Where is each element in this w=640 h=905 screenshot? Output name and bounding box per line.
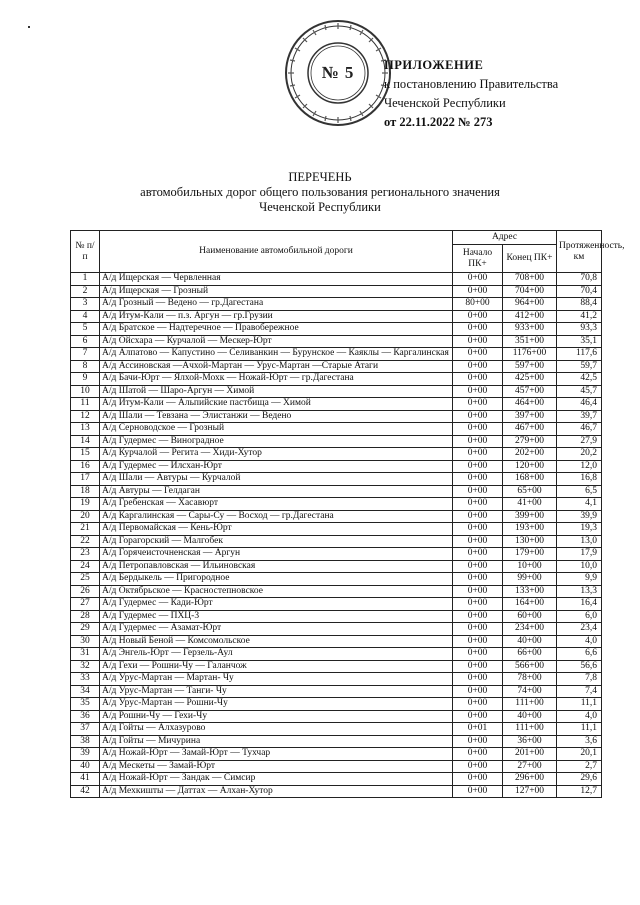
road-length: 17,9	[557, 548, 602, 561]
road-length: 117,6	[557, 348, 602, 361]
road-length: 4,0	[557, 635, 602, 648]
road-length: 12,0	[557, 460, 602, 473]
table-row	[71, 560, 602, 573]
table-row	[71, 648, 602, 661]
table-row	[71, 285, 602, 298]
road-length: 7,8	[557, 673, 602, 686]
row-number: 12	[71, 410, 100, 423]
road-length: 2,7	[557, 760, 602, 773]
row-number: 25	[71, 573, 100, 586]
road-end: 412+00	[503, 310, 557, 323]
road-length: 11,1	[557, 698, 602, 711]
road-start: 0+00	[453, 348, 503, 361]
row-number: 39	[71, 748, 100, 761]
road-end: 27+00	[503, 760, 557, 773]
road-length: 35,1	[557, 335, 602, 348]
road-end: 40+00	[503, 635, 557, 648]
table-row	[71, 323, 602, 336]
row-number: 41	[71, 773, 100, 786]
road-start: 0+00	[453, 698, 503, 711]
road-name: А/д Урус-Мартан — Танги- Чу	[100, 685, 453, 698]
road-start: 0+00	[453, 473, 503, 486]
road-length: 23,4	[557, 623, 602, 636]
row-number: 14	[71, 435, 100, 448]
table-row	[71, 610, 602, 623]
table-row	[71, 573, 602, 586]
table-row	[71, 773, 602, 786]
row-number: 24	[71, 560, 100, 573]
road-start: 0+00	[453, 685, 503, 698]
road-name: А/д Итум-Кали — Альпийские пастбища — Химой	[100, 398, 453, 411]
road-start: 0+00	[453, 623, 503, 636]
road-end: 168+00	[503, 473, 557, 486]
road-start: 80+00	[453, 298, 503, 311]
row-number: 16	[71, 460, 100, 473]
appendix-header	[384, 56, 558, 132]
table-row	[71, 310, 602, 323]
road-end: 397+00	[503, 410, 557, 423]
road-end: 65+00	[503, 485, 557, 498]
road-name: А/д Серноводское — Грозный	[100, 423, 453, 436]
road-end: 120+00	[503, 460, 557, 473]
road-start: 0+00	[453, 510, 503, 523]
road-name: А/д Петропавловская — Ильиновская	[100, 560, 453, 573]
road-end: 193+00	[503, 523, 557, 536]
row-number: 42	[71, 785, 100, 798]
road-start: 0+00	[453, 573, 503, 586]
table-row	[71, 598, 602, 611]
appendix-line-republic: Чеченской Республики	[384, 96, 506, 110]
road-length: 70,8	[557, 273, 602, 286]
road-length: 10,0	[557, 560, 602, 573]
row-number: 33	[71, 673, 100, 686]
road-length: 4,1	[557, 498, 602, 511]
road-start: 0+00	[453, 535, 503, 548]
road-start: 0+00	[453, 423, 503, 436]
table-row	[71, 785, 602, 798]
road-start: 0+00	[453, 498, 503, 511]
road-end: 202+00	[503, 448, 557, 461]
row-number: 3	[71, 298, 100, 311]
road-name: А/д Братское — Надтеречное — Правобережное	[100, 323, 453, 336]
road-start: 0+00	[453, 373, 503, 386]
road-name: А/д Ойсхара — Курчалой — Мескер-Юрт	[100, 335, 453, 348]
row-number: 35	[71, 698, 100, 711]
table-row	[71, 685, 602, 698]
row-number: 1	[71, 273, 100, 286]
table-row	[71, 510, 602, 523]
road-end: 111+00	[503, 723, 557, 736]
road-length: 56,6	[557, 660, 602, 673]
road-name: А/д Ассиновская —Ачхой-Мартан — Урус-Мартан —Старые Атаги	[100, 360, 453, 373]
road-length: 29,6	[557, 773, 602, 786]
road-name: А/д Гойты — Алхазурово	[100, 723, 453, 736]
road-length: 20,1	[557, 748, 602, 761]
road-start: 0+00	[453, 323, 503, 336]
road-start: 0+00	[453, 448, 503, 461]
road-end: 60+00	[503, 610, 557, 623]
scan-speck	[28, 26, 30, 28]
table-row	[71, 460, 602, 473]
road-start: 0+00	[453, 285, 503, 298]
road-length: 16,8	[557, 473, 602, 486]
road-end: 36+00	[503, 735, 557, 748]
row-number: 19	[71, 498, 100, 511]
road-name: А/д Итум-Кали — п.з. Аргун — гр.Грузии	[100, 310, 453, 323]
row-number: 26	[71, 585, 100, 598]
road-name: А/д Октябрьское — Красностепновское	[100, 585, 453, 598]
row-number: 30	[71, 635, 100, 648]
row-number: 23	[71, 548, 100, 561]
row-number: 36	[71, 710, 100, 723]
row-number: 13	[71, 423, 100, 436]
road-length: 12,7	[557, 785, 602, 798]
road-name: А/д Энгель-Юрт — Герзель-Аул	[100, 648, 453, 661]
row-number: 4	[71, 310, 100, 323]
road-name: А/д Ножай-Юрт — Зандак — Симсир	[100, 773, 453, 786]
road-end: 425+00	[503, 373, 557, 386]
road-end: 78+00	[503, 673, 557, 686]
road-name: А/д Гойты — Мичурина	[100, 735, 453, 748]
table-row	[71, 585, 602, 598]
row-number: 8	[71, 360, 100, 373]
road-start: 0+00	[453, 748, 503, 761]
road-start: 0+00	[453, 773, 503, 786]
road-length: 59,7	[557, 360, 602, 373]
row-number: 29	[71, 623, 100, 636]
road-name: А/д Бачи-Юрт — Ялхой-Мохк — Ножай-Юрт — гр.Дагестана	[100, 373, 453, 386]
row-number: 18	[71, 485, 100, 498]
row-number: 32	[71, 660, 100, 673]
row-number: 11	[71, 398, 100, 411]
header-length: Протяженность, км	[557, 231, 602, 273]
table-row	[71, 448, 602, 461]
road-end: 399+00	[503, 510, 557, 523]
road-length: 9,9	[557, 573, 602, 586]
table-row	[71, 348, 602, 361]
road-end: 464+00	[503, 398, 557, 411]
road-start: 0+00	[453, 485, 503, 498]
appendix-line-date: от 22.11.2022 № 273	[384, 115, 493, 129]
table-row	[71, 410, 602, 423]
road-length: 16,4	[557, 598, 602, 611]
table-row	[71, 360, 602, 373]
appendix-line-decree: к постановлению Правительства	[384, 77, 559, 91]
row-number: 15	[71, 448, 100, 461]
road-name: А/д Шали — Тевзана — Элистанжи — Ведено	[100, 410, 453, 423]
road-name: А/д Мехкишты — Даттах — Алхан-Хутор	[100, 785, 453, 798]
road-start: 0+00	[453, 310, 503, 323]
road-end: 234+00	[503, 623, 557, 636]
road-start: 0+00	[453, 385, 503, 398]
road-end: 130+00	[503, 535, 557, 548]
road-name: А/д Гудермес — Кади-Юрт	[100, 598, 453, 611]
road-length: 27,9	[557, 435, 602, 448]
table-row	[71, 760, 602, 773]
table-row	[71, 423, 602, 436]
row-number: 34	[71, 685, 100, 698]
official-seal	[283, 18, 393, 128]
road-start: 0+00	[453, 335, 503, 348]
road-start: 0+00	[453, 598, 503, 611]
road-name: А/д Шатой — Шаро-Аргун — Химой	[100, 385, 453, 398]
road-length: 93,3	[557, 323, 602, 336]
table-row	[71, 485, 602, 498]
road-end: 566+00	[503, 660, 557, 673]
road-length: 4,0	[557, 710, 602, 723]
road-length: 39,9	[557, 510, 602, 523]
table-row	[71, 273, 602, 286]
table-row	[71, 548, 602, 561]
row-number: 6	[71, 335, 100, 348]
row-number: 31	[71, 648, 100, 661]
road-name: А/д Гудермес — Азамат-Юрт	[100, 623, 453, 636]
road-start: 0+00	[453, 760, 503, 773]
road-name: А/д Урус-Мартан — Рошни-Чу	[100, 698, 453, 711]
road-end: 41+00	[503, 498, 557, 511]
road-start: 0+00	[453, 673, 503, 686]
road-start: 0+00	[453, 435, 503, 448]
road-name: А/д Ищерская — Червленная	[100, 273, 453, 286]
road-start: 0+00	[453, 523, 503, 536]
road-name: А/д Гребенская — Хасавюрт	[100, 498, 453, 511]
road-end: 74+00	[503, 685, 557, 698]
table-row	[71, 698, 602, 711]
row-number: 38	[71, 735, 100, 748]
road-length: 42,5	[557, 373, 602, 386]
road-start: 0+00	[453, 648, 503, 661]
title-line-1: ПЕРЕЧЕНЬ	[288, 170, 352, 184]
road-start: 0+00	[453, 735, 503, 748]
row-number: 22	[71, 535, 100, 548]
table-row	[71, 735, 602, 748]
road-name: А/д Новый Беной — Комсомольское	[100, 635, 453, 648]
table-row	[71, 673, 602, 686]
road-name: А/д Автуры — Гелдаган	[100, 485, 453, 498]
road-name: А/д Рошни-Чу — Гехи-Чу	[100, 710, 453, 723]
row-number: 9	[71, 373, 100, 386]
road-name: А/д Мескеты — Замай-Юрт	[100, 760, 453, 773]
road-name: А/д Ищерская — Грозный	[100, 285, 453, 298]
road-name: А/д Алпатово — Капустино — Селиванкин — Бурунское — Каяклы — Каргалинская	[100, 348, 453, 361]
road-length: 6,5	[557, 485, 602, 498]
road-start: 0+00	[453, 360, 503, 373]
road-name: А/д Бердыкель — Пригородное	[100, 573, 453, 586]
row-number: 5	[71, 323, 100, 336]
road-name: А/д Первомайская — Кень-Юрт	[100, 523, 453, 536]
road-end: 99+00	[503, 573, 557, 586]
road-start: 0+00	[453, 460, 503, 473]
road-start: 0+00	[453, 398, 503, 411]
table-row	[71, 523, 602, 536]
road-end: 1176+00	[503, 348, 557, 361]
table-row	[71, 723, 602, 736]
road-end: 40+00	[503, 710, 557, 723]
road-start: 0+00	[453, 710, 503, 723]
table-row	[71, 660, 602, 673]
road-end: 597+00	[503, 360, 557, 373]
road-name: А/д Курчалой — Регита — Хиди-Хутор	[100, 448, 453, 461]
road-name: А/д Гудермес — ПХЦ-3	[100, 610, 453, 623]
header-address: Адрес	[453, 231, 557, 245]
row-number: 2	[71, 285, 100, 298]
road-name: А/д Гудермес — Виноградное	[100, 435, 453, 448]
road-end: 296+00	[503, 773, 557, 786]
row-number: 40	[71, 760, 100, 773]
table-row	[71, 535, 602, 548]
road-length: 46,4	[557, 398, 602, 411]
header-name: Наименование автомобильной дороги	[100, 231, 453, 273]
road-length: 13,0	[557, 535, 602, 548]
table-row	[71, 398, 602, 411]
road-name: А/д Горячеисточненская — Аргун	[100, 548, 453, 561]
road-end: 127+00	[503, 785, 557, 798]
header-num: № п/п	[71, 231, 100, 273]
road-end: 111+00	[503, 698, 557, 711]
row-number: 10	[71, 385, 100, 398]
table-row	[71, 298, 602, 311]
title-line-2: автомобильных дорог общего пользования регионального значения	[140, 185, 500, 199]
roads-table-body	[71, 273, 602, 798]
row-number: 17	[71, 473, 100, 486]
table-row	[71, 498, 602, 511]
road-length: 6,6	[557, 648, 602, 661]
document-title	[0, 170, 640, 215]
header-start: Начало ПК+	[453, 245, 503, 273]
road-length: 41,2	[557, 310, 602, 323]
road-length: 7,4	[557, 685, 602, 698]
row-number: 37	[71, 723, 100, 736]
road-name: А/д Урус-Мартан — Мартан- Чу	[100, 673, 453, 686]
road-end: 704+00	[503, 285, 557, 298]
table-row	[71, 623, 602, 636]
road-start: 0+00	[453, 410, 503, 423]
road-start: 0+00	[453, 635, 503, 648]
road-length: 3,6	[557, 735, 602, 748]
road-name: А/д Гехи — Рошни-Чу — Галанчож	[100, 660, 453, 673]
road-end: 279+00	[503, 435, 557, 448]
road-length: 45,7	[557, 385, 602, 398]
road-name: А/д Гудермес — Илсхан-Юрт	[100, 460, 453, 473]
road-end: 964+00	[503, 298, 557, 311]
road-start: 0+00	[453, 660, 503, 673]
road-name: А/д Горагорский — Малгобек	[100, 535, 453, 548]
roads-table	[70, 230, 625, 798]
road-length: 20,2	[557, 448, 602, 461]
road-length: 11,1	[557, 723, 602, 736]
road-length: 46,7	[557, 423, 602, 436]
row-number: 20	[71, 510, 100, 523]
road-length: 13,3	[557, 585, 602, 598]
road-length: 6,0	[557, 610, 602, 623]
road-end: 201+00	[503, 748, 557, 761]
seal-number: № 5	[321, 63, 355, 82]
road-length: 88,4	[557, 298, 602, 311]
table-row	[71, 748, 602, 761]
road-end: 164+00	[503, 598, 557, 611]
road-name: А/д Грозный — Ведено — гр.Дагестана	[100, 298, 453, 311]
road-end: 708+00	[503, 273, 557, 286]
table-row	[71, 710, 602, 723]
road-start: 0+00	[453, 585, 503, 598]
road-end: 133+00	[503, 585, 557, 598]
road-name: А/д Каргалинская — Сары-Су — Восход — гр.Дагестана	[100, 510, 453, 523]
road-end: 467+00	[503, 423, 557, 436]
table-row	[71, 385, 602, 398]
road-end: 10+00	[503, 560, 557, 573]
road-end: 179+00	[503, 548, 557, 561]
road-name: А/д Ножай-Юрт — Замай-Юрт — Тухчар	[100, 748, 453, 761]
road-end: 933+00	[503, 323, 557, 336]
road-end: 457+00	[503, 385, 557, 398]
road-start: 0+00	[453, 610, 503, 623]
road-start: 0+00	[453, 548, 503, 561]
road-start: 0+01	[453, 723, 503, 736]
table-row	[71, 473, 602, 486]
row-number: 7	[71, 348, 100, 361]
table-row	[71, 373, 602, 386]
appendix-title: ПРИЛОЖЕНИЕ	[384, 58, 484, 72]
road-start: 0+00	[453, 273, 503, 286]
table-row	[71, 335, 602, 348]
road-end: 351+00	[503, 335, 557, 348]
road-length: 70,4	[557, 285, 602, 298]
row-number: 27	[71, 598, 100, 611]
road-end: 66+00	[503, 648, 557, 661]
title-line-3: Чеченской Республики	[259, 200, 381, 214]
header-end: Конец ПК+	[503, 245, 557, 273]
road-name: А/д Шали — Автуры — Курчалой	[100, 473, 453, 486]
road-length: 19,3	[557, 523, 602, 536]
row-number: 28	[71, 610, 100, 623]
road-length: 39,7	[557, 410, 602, 423]
table-row	[71, 635, 602, 648]
road-start: 0+00	[453, 560, 503, 573]
row-number: 21	[71, 523, 100, 536]
road-start: 0+00	[453, 785, 503, 798]
table-row	[71, 435, 602, 448]
